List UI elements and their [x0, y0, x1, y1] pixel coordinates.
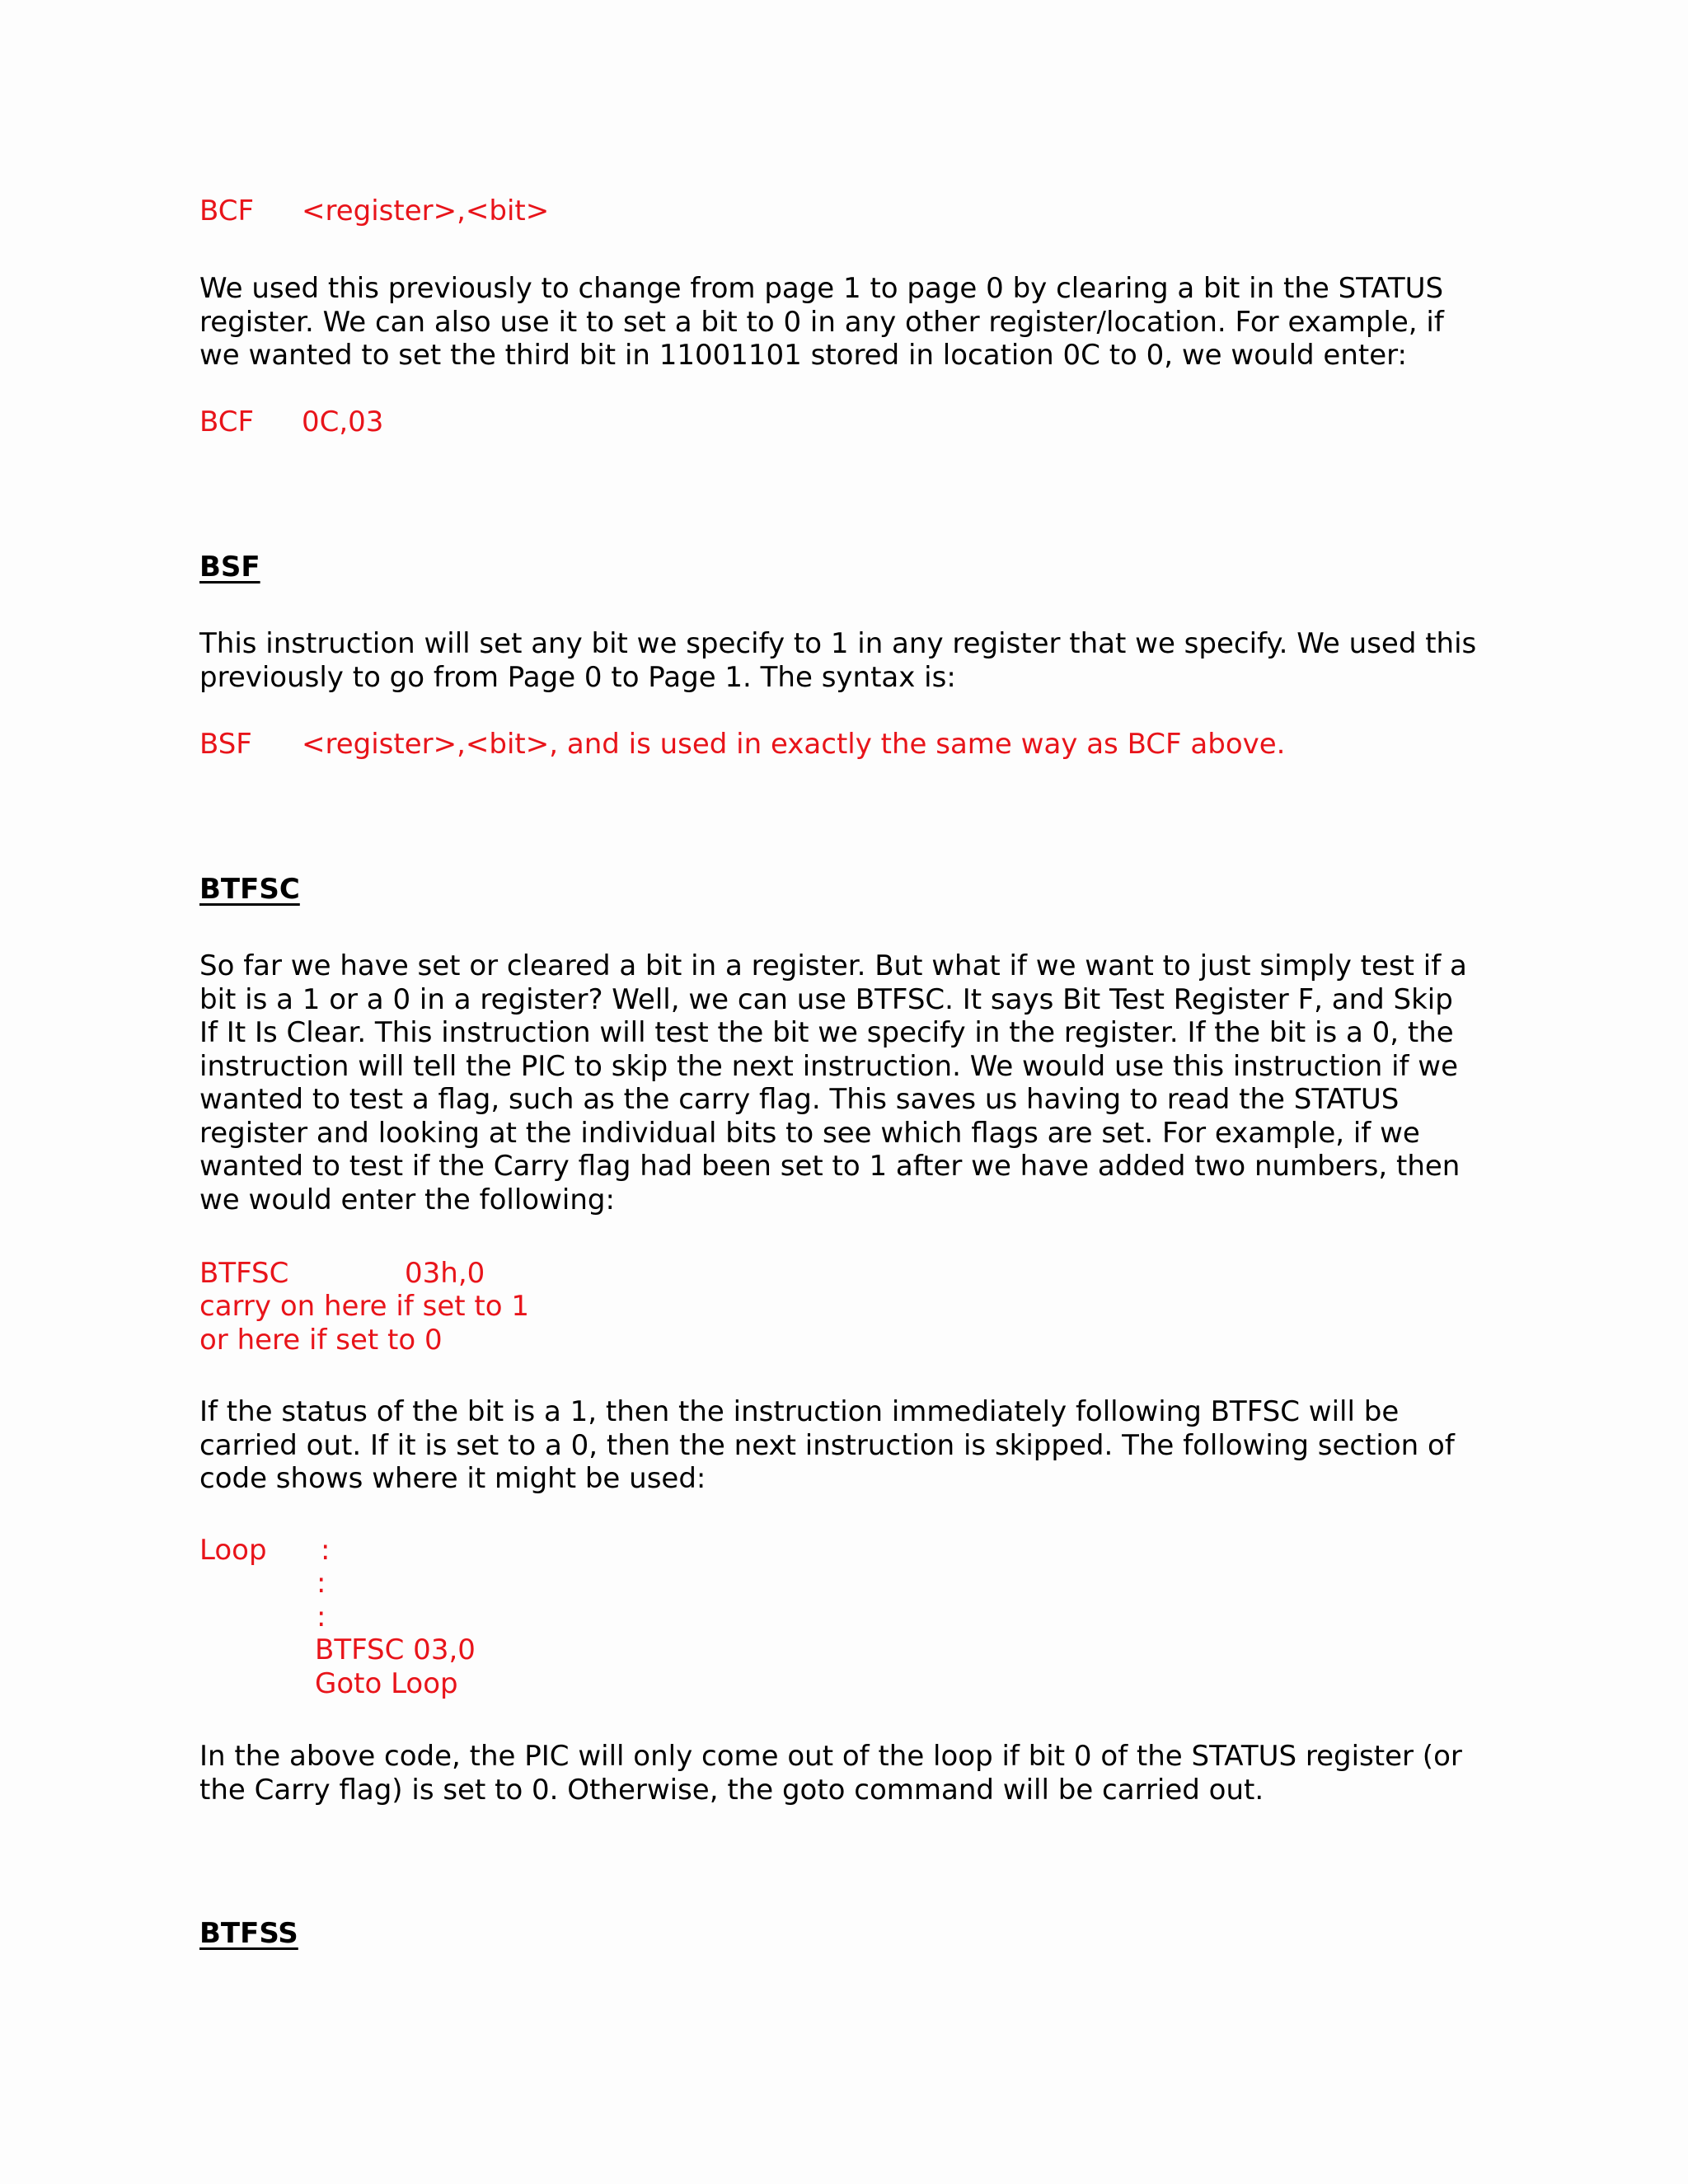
- btfsc-description-line: bit is a 1 or a 0 in a register? Well, we can use BTFSC. It says Bit Test Register F, and Skip: [199, 982, 1453, 1016]
- btfsc-description-line: wanted to test a flag, such as the carry flag. This saves us having to read the STATUS: [199, 1083, 1400, 1116]
- bsf-syntax-mnemonic: BSF: [199, 728, 252, 761]
- loop-code-label: Loop: [199, 1534, 267, 1567]
- btfsc-example-operands: 03h,0: [405, 1257, 485, 1290]
- bcf-example-line: [199, 405, 384, 439]
- bcf-syntax-line: [199, 194, 550, 228]
- btfsc-description: [199, 949, 1518, 1216]
- btfsc-example-line: [199, 1257, 485, 1291]
- btfsc-description-line: we would enter the following:: [199, 1183, 615, 1216]
- bcf-description-line: We used this previously to change from page 1 to page 0 by clearing a bit in the STATUS: [199, 272, 1444, 305]
- bcf-description-line: we wanted to set the third bit in 11001101 stored in location 0C to 0, we would enter:: [199, 339, 1407, 372]
- btfsc-description-line: wanted to test if the Carry flag had been set to 1 after we have added two numbers, then: [199, 1150, 1461, 1183]
- btfsc-example-mnemonic: BTFSC: [199, 1257, 289, 1290]
- bsf-syntax-operands: <register>,<bit>, and is used in exactly the same way as BCF above.: [302, 728, 1286, 761]
- btfsc-heading: BTFSC: [199, 873, 300, 906]
- bcf-syntax-mnemonic: BCF: [199, 194, 255, 227]
- bsf-description: [199, 627, 1518, 694]
- bcf-example-mnemonic: BCF: [199, 405, 255, 438]
- btfsc-explanation: [199, 1395, 1518, 1496]
- loop-code-colon: :: [321, 1534, 331, 1567]
- btfsc-description-line: register and looking at the individual bits to see which flags are set. For example, if we: [199, 1116, 1420, 1150]
- bcf-syntax-operands: <register>,<bit>: [302, 194, 550, 227]
- btfsc-example-skip-line: or here if set to 0: [199, 1324, 443, 1357]
- btfsc-description-line: So far we have set or cleared a bit in a register. But what if we want to just simply test if a: [199, 949, 1467, 982]
- bcf-example-operands: 0C,03: [302, 405, 384, 438]
- btfsc-description-line: If It Is Clear. This instruction will test the bit we specify in the register. If the bit is a 0, the: [199, 1016, 1454, 1049]
- btfsc-example-carry-line: carry on here if set to 1: [199, 1290, 529, 1323]
- bcf-description-line: register. We can also use it to set a bit to 0 in any other register/location. For example, if: [199, 305, 1444, 339]
- loop-code-colon: :: [316, 1601, 326, 1633]
- loop-code-btfsc-instruction: BTFSC 03,0: [315, 1633, 476, 1666]
- bsf-syntax-line: [199, 728, 1286, 762]
- bsf-description-line: previously to go from Page 0 to Page 1. The syntax is:: [199, 660, 956, 694]
- bsf-description-line: This instruction will set any bit we specify to 1 in any register that we specify. We used this: [199, 627, 1477, 660]
- loop-explanation: [199, 1740, 1518, 1807]
- bsf-heading: BSF: [199, 551, 260, 583]
- btfsc-explanation-line: carried out. If it is set to a 0, then the next instruction is skipped. The following section of: [199, 1428, 1455, 1462]
- btfsc-explanation-line: If the status of the bit is a 1, then the instruction immediately following BTFSC will be: [199, 1395, 1400, 1428]
- loop-code-goto-instruction: Goto Loop: [315, 1667, 458, 1700]
- loop-explanation-line: In the above code, the PIC will only come out of the loop if bit 0 of the STATUS register (or: [199, 1740, 1462, 1773]
- loop-code-colon: :: [316, 1567, 326, 1600]
- btfss-heading: BTFSS: [199, 1917, 298, 1950]
- btfsc-description-line: instruction will tell the PIC to skip the next instruction. We would use this instruction if we: [199, 1049, 1459, 1083]
- btfsc-explanation-line: code shows where it might be used:: [199, 1462, 706, 1495]
- loop-explanation-line: the Carry flag) is set to 0. Otherwise, the goto command will be carried out.: [199, 1773, 1264, 1807]
- bcf-description: [199, 272, 1518, 373]
